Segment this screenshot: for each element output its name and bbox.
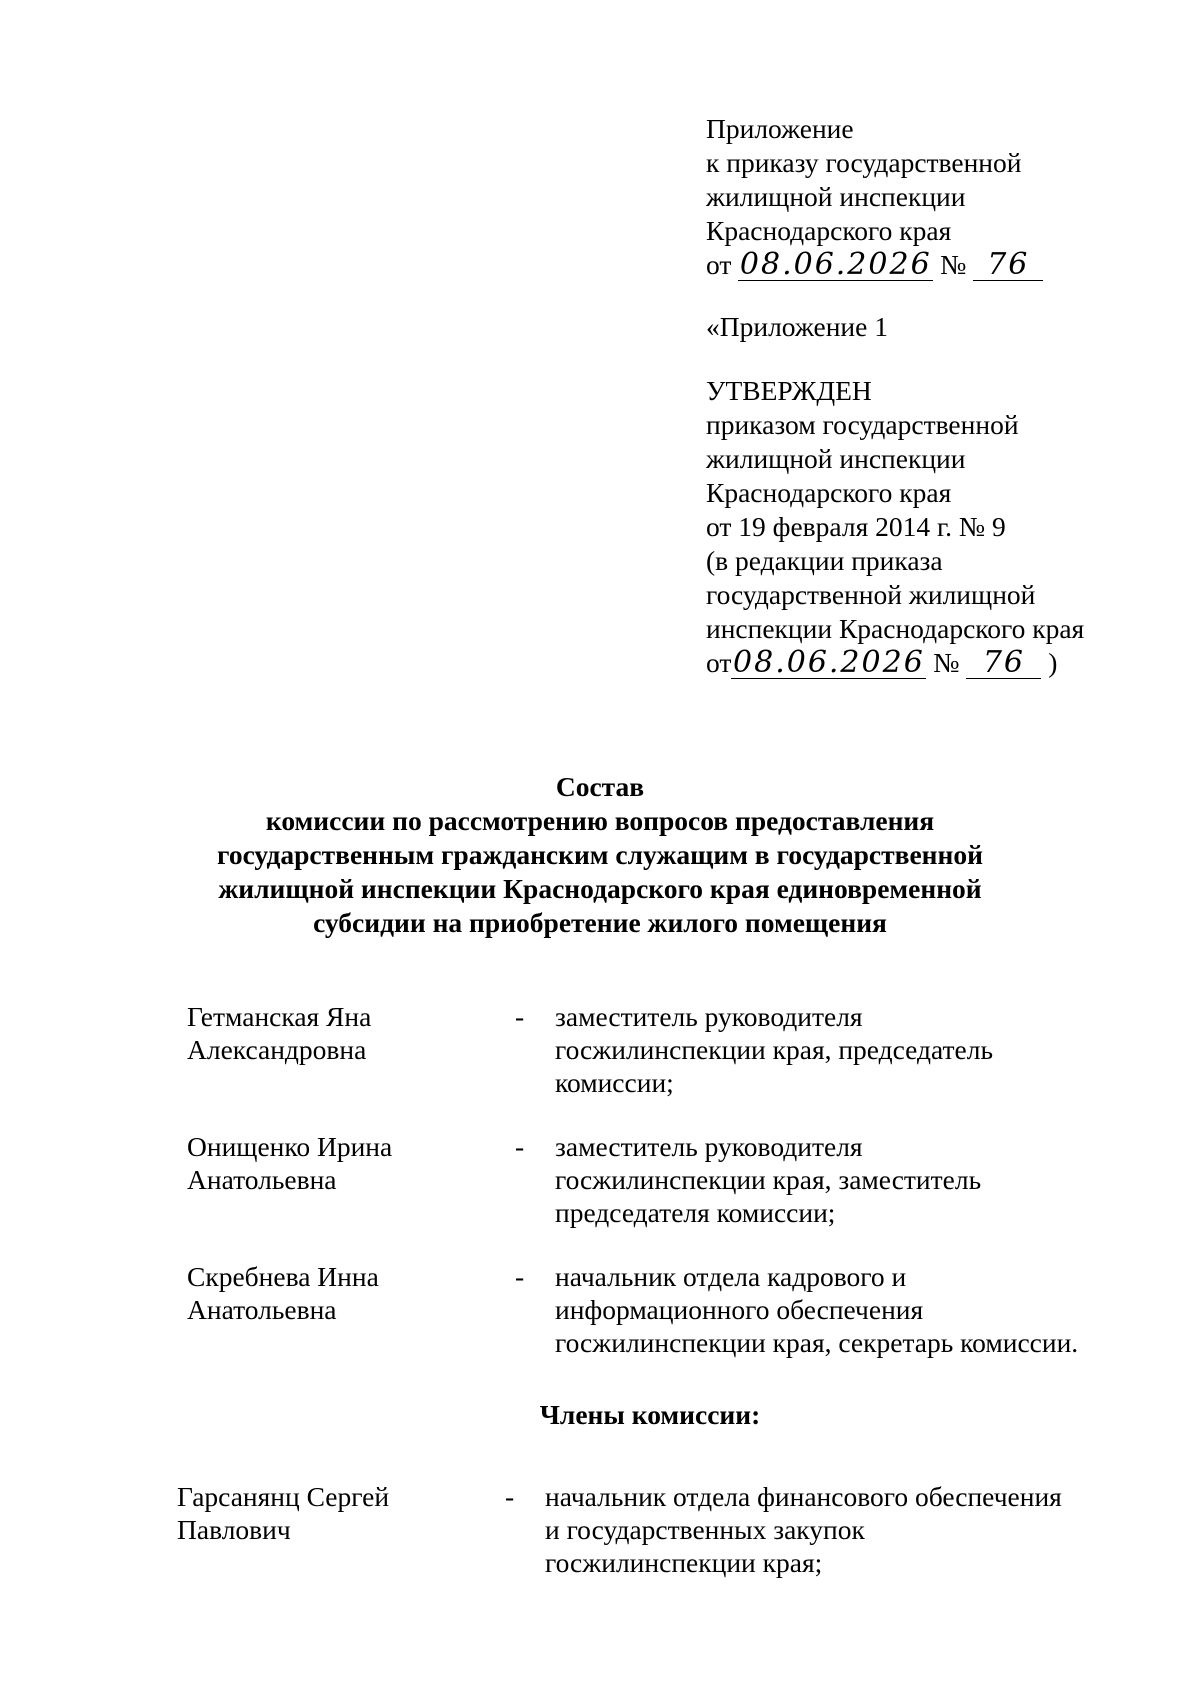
approved-label: УТВЕРЖДЕН <box>706 375 872 406</box>
appendix-header-date-line <box>706 248 1043 282</box>
members-title: Члены комиссии: <box>539 1399 761 1430</box>
dash-separator: - <box>505 1481 515 1512</box>
handwritten-number: 76 <box>973 250 1043 281</box>
member-name: Гарсанянц Сергей Павлович <box>177 1481 390 1545</box>
approval-line: от 19 февраля 2014 г. № 9 <box>706 511 1006 542</box>
member-role: начальник отдела кадрового и информационного обеспечения госжилинспекции края, секретарь комиссии. <box>555 1261 1079 1358</box>
number-prefix: № <box>933 647 960 678</box>
member-name: Скребнева Инна Анатольевна <box>187 1261 379 1325</box>
appendix-header <box>706 112 1043 282</box>
dash-separator: - <box>515 1001 525 1032</box>
appendix-header-line: Краснодарского края <box>706 215 952 246</box>
commission-row-secretary <box>187 1260 1107 1370</box>
approval-line: приказом государственной <box>706 409 1019 440</box>
member-role: заместитель руководителя госжилинспекции края, заместитель председателя комиссии; <box>555 1131 982 1228</box>
close-paren: ) <box>1048 647 1058 678</box>
approval-line: государственной жилищной <box>706 579 1036 610</box>
title-line: субсидии на приобретение жилого помещения <box>313 907 887 938</box>
approval-line: (в редакции приказа <box>706 545 943 576</box>
commission-row-chair <box>187 1000 1107 1110</box>
member-role: начальник отдела финансового обеспечения и государственных закупок госжилинспекции края; <box>545 1481 1062 1578</box>
dash-separator: - <box>515 1261 525 1292</box>
commission-row-deputy-chair <box>187 1130 1107 1240</box>
title-line: жилищной инспекции Краснодарского края единовременной <box>218 873 982 904</box>
approval-line: жилищной инспекции <box>706 443 966 474</box>
commission-row-member <box>177 1480 1107 1590</box>
title-line: комиссии по рассмотрению вопросов предоставления <box>265 805 935 836</box>
dash-separator: - <box>515 1131 525 1162</box>
approval-line: Краснодарского края <box>706 477 952 508</box>
date-prefix: от <box>706 249 732 280</box>
approval-line: инспекции Краснодарского края <box>706 613 1085 644</box>
document-title <box>200 770 1000 940</box>
handwritten-date: 08.06.2026 <box>739 247 932 282</box>
member-name: Гетманская Яна Александровна <box>187 1001 372 1065</box>
member-role: заместитель руководителя госжилинспекции края, председатель комиссии; <box>555 1001 993 1098</box>
date-prefix: от <box>706 647 732 678</box>
approval-block <box>706 310 1084 680</box>
appendix-header-line: к приказу государственной <box>706 147 1022 178</box>
appendix1-label: «Приложение 1 <box>706 311 888 342</box>
appendix-header-line: Приложение <box>706 113 854 144</box>
title-line: Состав <box>555 771 645 802</box>
number-prefix: № <box>940 249 967 280</box>
appendix-header-line: жилищной инспекции <box>706 181 966 212</box>
handwritten-number: 76 <box>966 648 1041 679</box>
title-line: государственным гражданским служащим в государственной <box>217 839 983 870</box>
approval-date-line <box>706 646 1084 680</box>
handwritten-date: 08.06.2026 <box>733 645 925 680</box>
member-name: Онищенко Ирина Анатольевна <box>187 1131 393 1195</box>
